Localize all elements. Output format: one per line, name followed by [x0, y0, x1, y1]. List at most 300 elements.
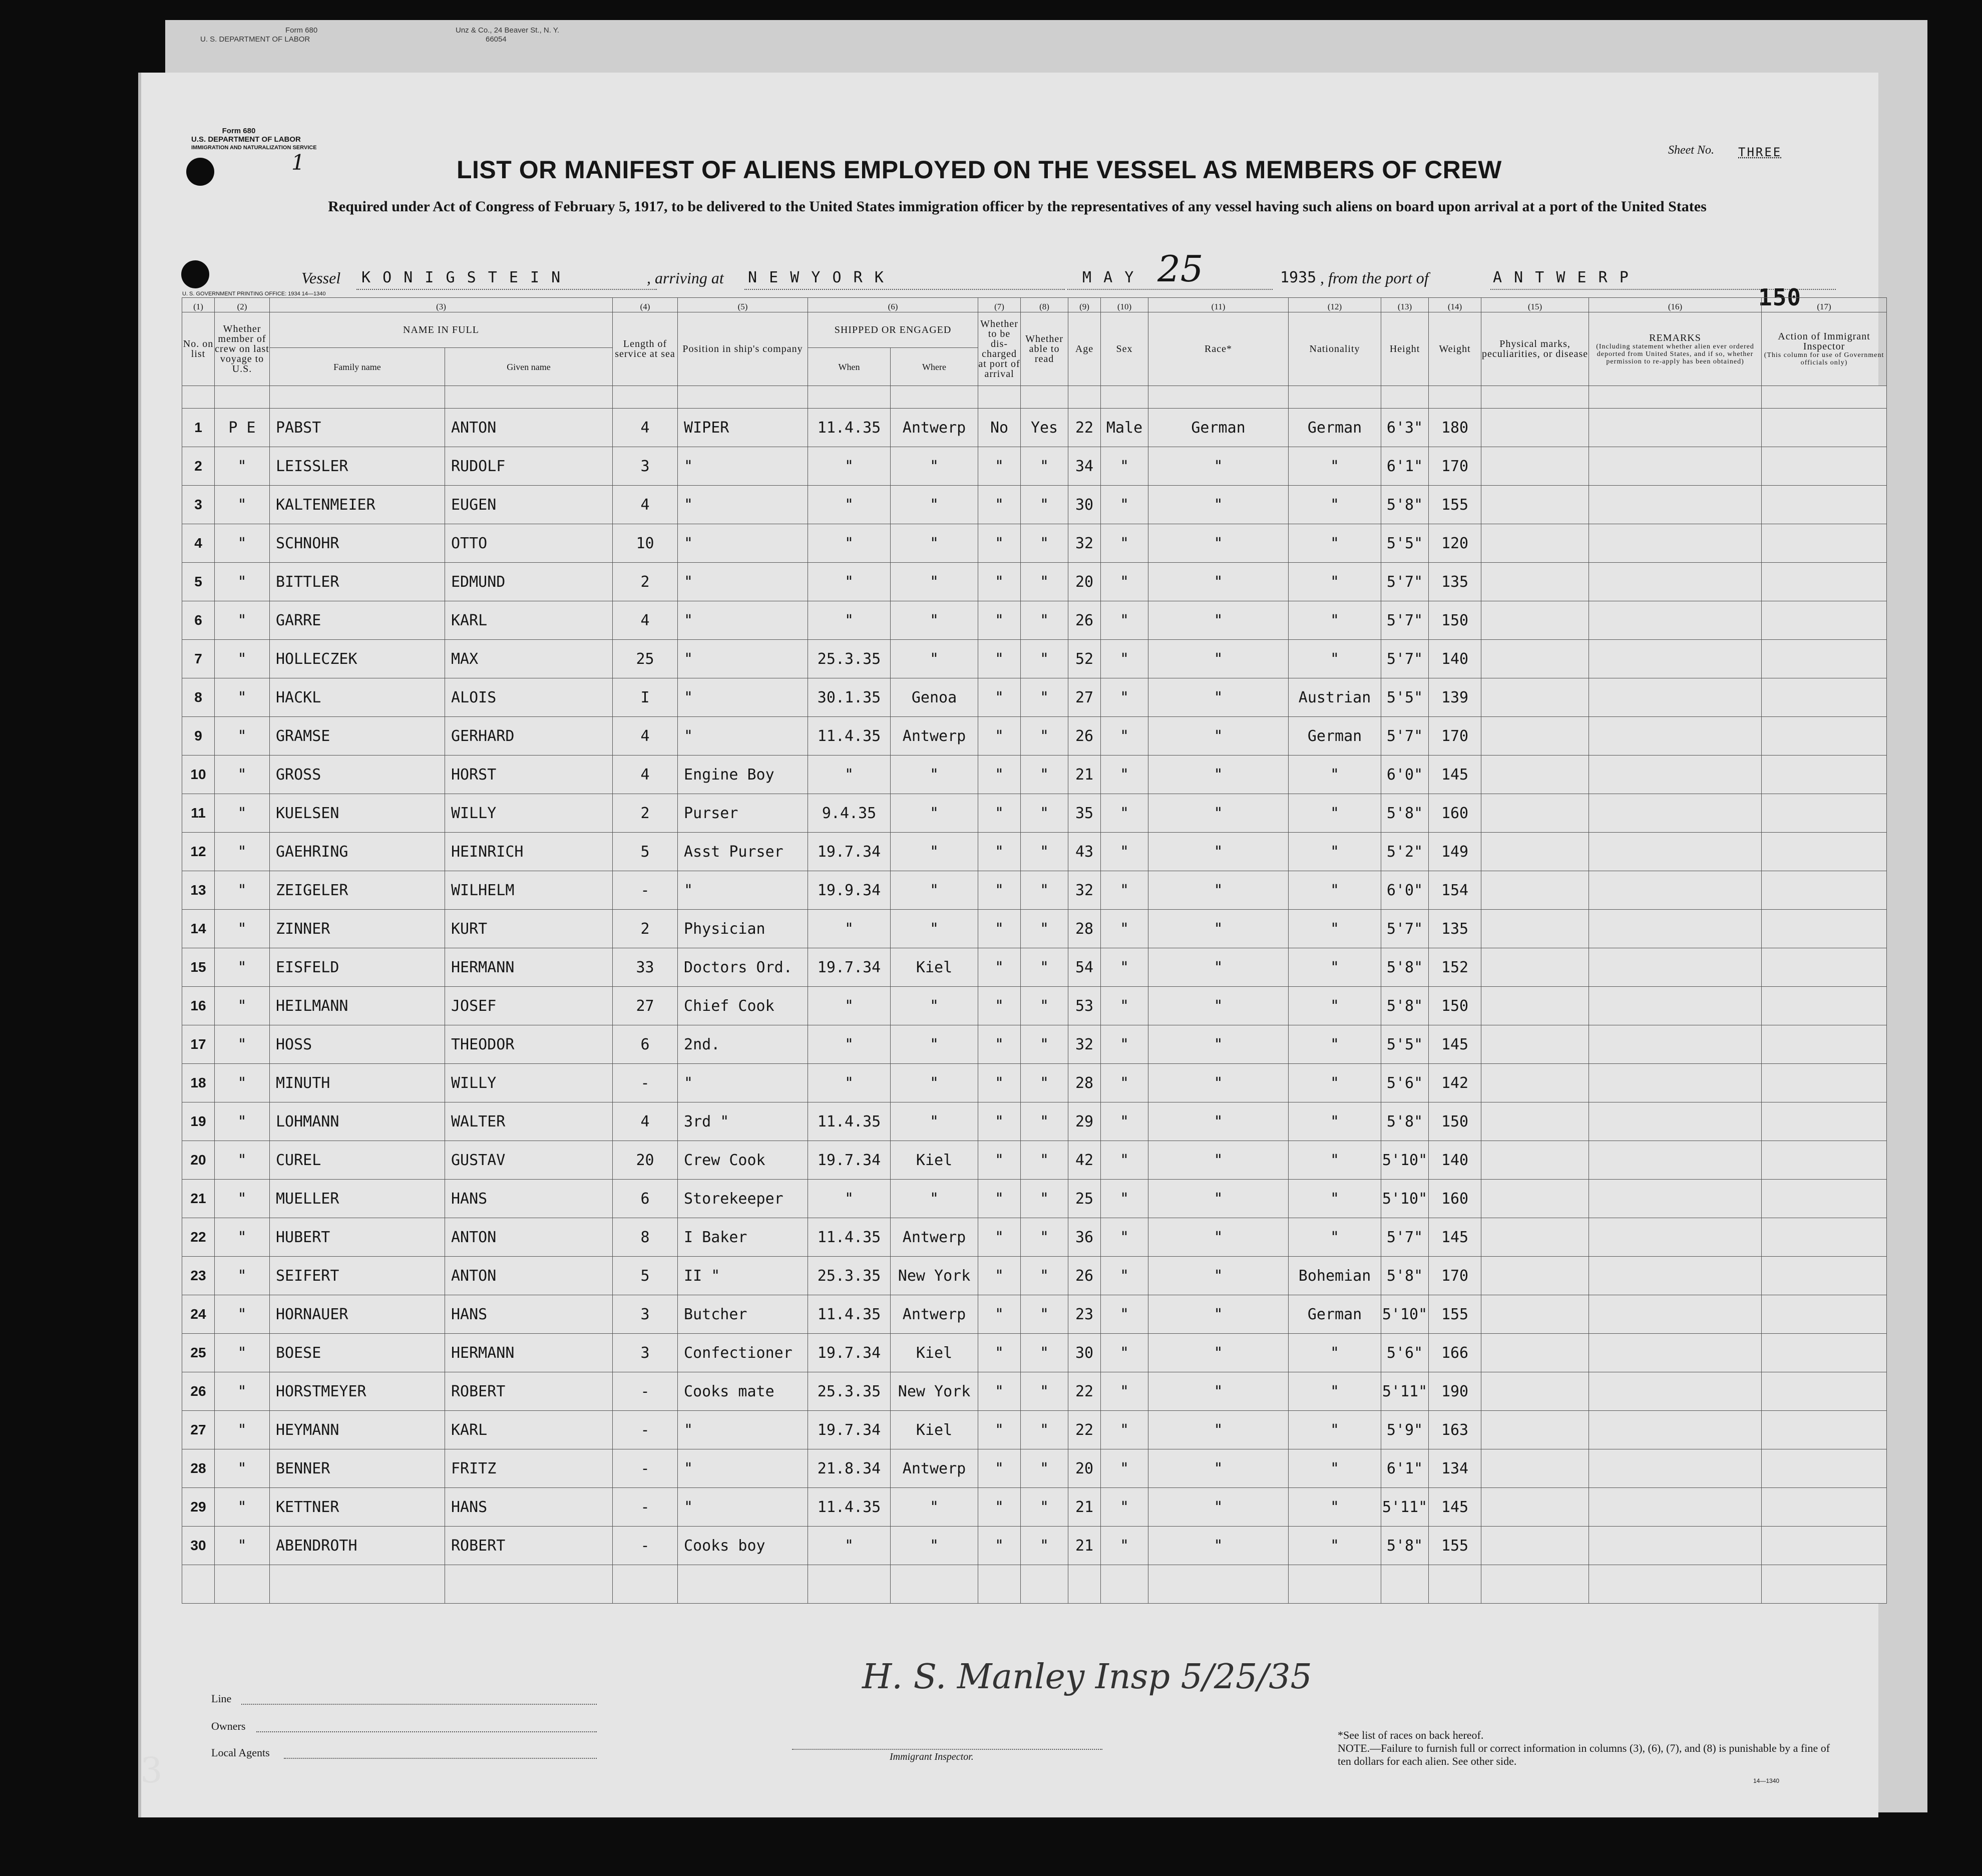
cell-family-name: KETTNER: [270, 1488, 445, 1527]
cell-shipped-when: ": [808, 910, 891, 948]
cell-family-name: ZINNER: [270, 910, 445, 948]
cell-shipped-when: ": [808, 524, 891, 563]
cell-length-of-service: -: [613, 1527, 678, 1565]
cell-race: ": [1148, 447, 1289, 486]
cell-race: ": [1148, 1180, 1289, 1218]
cell-discharged: ": [978, 447, 1021, 486]
cell-nationality: ": [1289, 1141, 1381, 1180]
cell-height: 5'6": [1381, 1064, 1429, 1102]
cell-shipped-where: Kiel: [891, 1334, 978, 1372]
cell-nationality: ": [1289, 524, 1381, 563]
cell-shipped-when: ": [808, 1025, 891, 1064]
cell-position: Cooks mate: [678, 1372, 808, 1411]
cell-age: 23: [1068, 1295, 1101, 1334]
cell-able-to-read: ": [1021, 640, 1068, 678]
cell-given-name: KURT: [445, 910, 613, 948]
cell-height: 6'0": [1381, 871, 1429, 910]
cell-race: ": [1148, 717, 1289, 756]
cell-weight: 150: [1429, 987, 1481, 1025]
cell-physical-marks: [1481, 1372, 1589, 1411]
cell-nationality: German: [1289, 1295, 1381, 1334]
cell-last-voyage-mark: ": [215, 756, 270, 794]
cell-physical-marks: [1481, 1180, 1589, 1218]
cell-inspector-action: [1762, 1527, 1887, 1565]
cell-family-name: HORNAUER: [270, 1295, 445, 1334]
cell-height: 5'7": [1381, 717, 1429, 756]
header-race: Race*: [1148, 312, 1289, 386]
cell-discharged: ": [978, 833, 1021, 871]
cell-row-number: 26: [182, 1372, 215, 1411]
cell-inspector-action: [1762, 1372, 1887, 1411]
cell-inspector-action: [1762, 1180, 1887, 1218]
cell-remarks: [1589, 1218, 1762, 1257]
cell-race: ": [1148, 1025, 1289, 1064]
cell-height: 5'5": [1381, 524, 1429, 563]
cell-remarks: [1589, 486, 1762, 524]
cell-race: ": [1148, 563, 1289, 601]
cell-given-name: KARL: [445, 1411, 613, 1449]
cell-remarks: [1589, 1411, 1762, 1449]
cell-shipped-where: ": [891, 1064, 978, 1102]
cell-last-voyage-mark: ": [215, 1141, 270, 1180]
cell-physical-marks: [1481, 910, 1589, 948]
crew-row: [182, 987, 1887, 1025]
cell-height: 5'11": [1381, 1372, 1429, 1411]
cell-shipped-when: 19.7.34: [808, 1141, 891, 1180]
cell-inspector-action: [1762, 1488, 1887, 1527]
cell-able-to-read: ": [1021, 563, 1068, 601]
cell-physical-marks: [1481, 524, 1589, 563]
cell-inspector-action: [1762, 1064, 1887, 1102]
header-when: When: [808, 348, 891, 386]
cell-shipped-when: 19.9.34: [808, 871, 891, 910]
cell-remarks: [1589, 910, 1762, 948]
cell-sex: ": [1101, 1295, 1148, 1334]
cell-physical-marks: [1481, 601, 1589, 640]
cell-remarks: [1589, 987, 1762, 1025]
cell-physical-marks: [1481, 871, 1589, 910]
cell-discharged: ": [978, 524, 1021, 563]
cell-discharged: ": [978, 910, 1021, 948]
cell-race: ": [1148, 1488, 1289, 1527]
cell-inspector-action: [1762, 524, 1887, 563]
header-length-service: Length of service at sea: [613, 312, 678, 386]
crew-row: [182, 447, 1887, 486]
cell-nationality: ": [1289, 833, 1381, 871]
cell-discharged: ": [978, 1411, 1021, 1449]
cell-row-number: 15: [182, 948, 215, 987]
cell-length-of-service: 20: [613, 1141, 678, 1180]
cell-length-of-service: -: [613, 1064, 678, 1102]
cell-shipped-where: Antwerp: [891, 1449, 978, 1488]
cell-age: 34: [1068, 447, 1101, 486]
cell-sex: ": [1101, 524, 1148, 563]
cell-remarks: [1589, 1334, 1762, 1372]
cell-position: ": [678, 678, 808, 717]
cell-family-name: HEILMANN: [270, 987, 445, 1025]
cell-age: 36: [1068, 1218, 1101, 1257]
cell-height: 6'1": [1381, 1449, 1429, 1488]
cell-shipped-when: 11.4.35: [808, 1218, 891, 1257]
cell-weight: 154: [1429, 871, 1481, 910]
cell-length-of-service: 3: [613, 1334, 678, 1372]
cell-age: 30: [1068, 1334, 1101, 1372]
cell-able-to-read: ": [1021, 1257, 1068, 1295]
cell-family-name: BOESE: [270, 1334, 445, 1372]
crew-row: [182, 948, 1887, 987]
cell-weight: 135: [1429, 910, 1481, 948]
header-family-name: Family name: [270, 348, 445, 386]
cell-nationality: ": [1289, 563, 1381, 601]
cell-discharged: ": [978, 1218, 1021, 1257]
cell-shipped-when: 19.7.34: [808, 833, 891, 871]
cell-row-number: 3: [182, 486, 215, 524]
cell-given-name: EUGEN: [445, 486, 613, 524]
cell-nationality: ": [1289, 910, 1381, 948]
cell-able-to-read: ": [1021, 1372, 1068, 1411]
cell-discharged: ": [978, 1064, 1021, 1102]
cell-last-voyage-mark: ": [215, 1295, 270, 1334]
cell-length-of-service: -: [613, 871, 678, 910]
cell-given-name: GERHARD: [445, 717, 613, 756]
cell-row-number: 6: [182, 601, 215, 640]
cell-last-voyage-mark: ": [215, 640, 270, 678]
cell-row-number: 5: [182, 563, 215, 601]
cell-able-to-read: ": [1021, 1411, 1068, 1449]
form-service: IMMIGRATION AND NATURALIZATION SERVICE: [191, 145, 317, 151]
cell-row-number: 12: [182, 833, 215, 871]
header-action-note: (This column for use of Government officials only): [1764, 351, 1884, 366]
cell-discharged: ": [978, 640, 1021, 678]
cell-family-name: HEYMANN: [270, 1411, 445, 1449]
cell-inspector-action: [1762, 1218, 1887, 1257]
cell-shipped-when: ": [808, 1527, 891, 1565]
cell-position: Storekeeper: [678, 1180, 808, 1218]
cell-length-of-service: 33: [613, 948, 678, 987]
cell-remarks: [1589, 678, 1762, 717]
cell-able-to-read: ": [1021, 524, 1068, 563]
cell-length-of-service: -: [613, 1449, 678, 1488]
cell-inspector-action: [1762, 987, 1887, 1025]
cell-physical-marks: [1481, 1334, 1589, 1372]
cell-nationality: ": [1289, 794, 1381, 833]
cell-shipped-when: 9.4.35: [808, 794, 891, 833]
cell-able-to-read: ": [1021, 1527, 1068, 1565]
cell-weight: 170: [1429, 447, 1481, 486]
cell-remarks: [1589, 1064, 1762, 1102]
crew-row: [182, 1372, 1887, 1411]
cell-age: 20: [1068, 563, 1101, 601]
cell-age: 22: [1068, 1372, 1101, 1411]
cell-last-voyage-mark: ": [215, 1372, 270, 1411]
cell-family-name: ZEIGELER: [270, 871, 445, 910]
cell-discharged: ": [978, 756, 1021, 794]
cell-sex: ": [1101, 447, 1148, 486]
cell-last-voyage-mark: ": [215, 678, 270, 717]
cell-sex: ": [1101, 1257, 1148, 1295]
cell-remarks: [1589, 1180, 1762, 1218]
cell-last-voyage-mark: ": [215, 1025, 270, 1064]
cell-nationality: ": [1289, 601, 1381, 640]
cell-weight: 152: [1429, 948, 1481, 987]
cell-age: 26: [1068, 601, 1101, 640]
cell-race: ": [1148, 1372, 1289, 1411]
col-number: (11): [1148, 298, 1289, 312]
cell-discharged: ": [978, 486, 1021, 524]
cell-sex: ": [1101, 563, 1148, 601]
cell-shipped-where: ": [891, 640, 978, 678]
cell-height: 6'1": [1381, 447, 1429, 486]
cell-position: Physician: [678, 910, 808, 948]
header-physical-marks: Physical marks, peculiarities, or disease: [1481, 312, 1589, 386]
cell-nationality: ": [1289, 640, 1381, 678]
cell-row-number: 16: [182, 987, 215, 1025]
header-remarks: [1589, 312, 1762, 386]
cell-given-name: HEINRICH: [445, 833, 613, 871]
cell-shipped-where: ": [891, 524, 978, 563]
cell-able-to-read: ": [1021, 1141, 1068, 1180]
cell-shipped-when: 11.4.35: [808, 717, 891, 756]
cell-shipped-when: 30.1.35: [808, 678, 891, 717]
col-number: (10): [1101, 298, 1148, 312]
cell-nationality: German: [1289, 717, 1381, 756]
cell-height: 5'5": [1381, 1025, 1429, 1064]
cell-remarks: [1589, 524, 1762, 563]
cell-given-name: JOSEF: [445, 987, 613, 1025]
cell-weight: 160: [1429, 1180, 1481, 1218]
cell-weight: 190: [1429, 1372, 1481, 1411]
cell-race: ": [1148, 871, 1289, 910]
cell-length-of-service: 4: [613, 486, 678, 524]
cell-position: ": [678, 447, 808, 486]
cell-age: 32: [1068, 1025, 1101, 1064]
cell-inspector-action: [1762, 833, 1887, 871]
cell-nationality: ": [1289, 1180, 1381, 1218]
cell-given-name: MAX: [445, 640, 613, 678]
cell-position: ": [678, 1449, 808, 1488]
page-subtitle: Required under Act of Congress of February 5, 1917, to be delivered to the United States immigration officer by the representatives of any vessel having such aliens on board upon arrival at a port of the United States: [328, 198, 1707, 215]
cell-family-name: MUELLER: [270, 1180, 445, 1218]
cell-position: WIPER: [678, 409, 808, 447]
cell-row-number: 4: [182, 524, 215, 563]
cell-weight: 140: [1429, 1141, 1481, 1180]
cell-remarks: [1589, 1141, 1762, 1180]
cell-sex: ": [1101, 601, 1148, 640]
cell-able-to-read: ": [1021, 601, 1068, 640]
cell-family-name: CUREL: [270, 1141, 445, 1180]
header-position: Position in ship's company: [678, 312, 808, 386]
cell-race: ": [1148, 794, 1289, 833]
cell-last-voyage-mark: ": [215, 1527, 270, 1565]
cell-physical-marks: [1481, 563, 1589, 601]
cell-sex: ": [1101, 1180, 1148, 1218]
sheet-number-value: THREE: [1738, 145, 1782, 159]
cell-last-voyage-mark: ": [215, 910, 270, 948]
cell-shipped-when: ": [808, 1180, 891, 1218]
cell-age: 21: [1068, 1488, 1101, 1527]
cell-given-name: RUDOLF: [445, 447, 613, 486]
cell-shipped-when: 11.4.35: [808, 1295, 891, 1334]
cell-row-number: 25: [182, 1334, 215, 1372]
cell-given-name: ROBERT: [445, 1527, 613, 1565]
back-form-department: U. S. DEPARTMENT OF LABOR: [200, 35, 310, 44]
column-number-row: [182, 298, 1887, 312]
cell-shipped-where: ": [891, 910, 978, 948]
cell-physical-marks: [1481, 447, 1589, 486]
cell-shipped-where: Antwerp: [891, 1295, 978, 1334]
header-sex: Sex: [1101, 312, 1148, 386]
cell-height: 5'7": [1381, 1218, 1429, 1257]
cell-length-of-service: 8: [613, 1218, 678, 1257]
cell-inspector-action: [1762, 1334, 1887, 1372]
cell-inspector-action: [1762, 910, 1887, 948]
crew-row: [182, 1488, 1887, 1527]
cell-able-to-read: ": [1021, 1064, 1068, 1102]
cell-inspector-action: [1762, 409, 1887, 447]
cell-row-number: 27: [182, 1411, 215, 1449]
cell-physical-marks: [1481, 1218, 1589, 1257]
cell-shipped-where: Antwerp: [891, 717, 978, 756]
punch-hole: [186, 158, 214, 186]
cell-given-name: HORST: [445, 756, 613, 794]
cell-last-voyage-mark: ": [215, 794, 270, 833]
cell-last-voyage-mark: ": [215, 1064, 270, 1102]
cell-age: 35: [1068, 794, 1101, 833]
cell-position: Chief Cook: [678, 987, 808, 1025]
cell-remarks: [1589, 756, 1762, 794]
cell-weight: 155: [1429, 1295, 1481, 1334]
cell-nationality: ": [1289, 1025, 1381, 1064]
origin-port: A N T W E R P: [1493, 269, 1630, 286]
cell-given-name: ANTON: [445, 409, 613, 447]
cell-family-name: SCHNOHR: [270, 524, 445, 563]
cell-able-to-read: ": [1021, 1334, 1068, 1372]
cell-age: 20: [1068, 1449, 1101, 1488]
cell-sex: ": [1101, 756, 1148, 794]
cell-remarks: [1589, 948, 1762, 987]
cell-inspector-action: [1762, 756, 1887, 794]
page-title: LIST OR MANIFEST OF ALIENS EMPLOYED ON THE VESSEL AS MEMBERS OF CREW: [457, 156, 1502, 184]
back-form-printer-code: 66054: [486, 35, 507, 44]
cell-position: ": [678, 524, 808, 563]
cell-shipped-where: ": [891, 833, 978, 871]
cell-inspector-action: [1762, 563, 1887, 601]
cell-position: ": [678, 871, 808, 910]
cell-able-to-read: ": [1021, 756, 1068, 794]
cell-able-to-read: ": [1021, 987, 1068, 1025]
crew-row: [182, 1295, 1887, 1334]
cell-position: II ": [678, 1257, 808, 1295]
cell-family-name: HOLLECZEK: [270, 640, 445, 678]
cell-sex: ": [1101, 910, 1148, 948]
cell-shipped-when: ": [808, 563, 891, 601]
cell-weight: 166: [1429, 1334, 1481, 1372]
header-weight: Weight: [1429, 312, 1481, 386]
cell-remarks: [1589, 1488, 1762, 1527]
col-number: (7): [978, 298, 1021, 312]
cell-shipped-where: ": [891, 1102, 978, 1141]
cell-weight: 170: [1429, 717, 1481, 756]
cell-nationality: ": [1289, 948, 1381, 987]
cell-age: 43: [1068, 833, 1101, 871]
crew-row: [182, 601, 1887, 640]
cell-physical-marks: [1481, 717, 1589, 756]
cell-height: 5'9": [1381, 1411, 1429, 1449]
cell-family-name: LEISSLER: [270, 447, 445, 486]
margin-number: 3: [140, 1750, 163, 1791]
cell-physical-marks: [1481, 1102, 1589, 1141]
cell-race: ": [1148, 1295, 1289, 1334]
cell-race: ": [1148, 1334, 1289, 1372]
cell-age: 22: [1068, 409, 1101, 447]
cell-length-of-service: 3: [613, 447, 678, 486]
cell-row-number: 13: [182, 871, 215, 910]
cell-sex: ": [1101, 1449, 1148, 1488]
cell-weight: 180: [1429, 409, 1481, 447]
arrival-port: N E W Y O R K: [748, 269, 885, 286]
cell-row-number: 29: [182, 1488, 215, 1527]
cell-discharged: ": [978, 1334, 1021, 1372]
crew-rows: [182, 386, 1887, 1604]
cell-shipped-when: 21.8.34: [808, 1449, 891, 1488]
cell-last-voyage-mark: ": [215, 524, 270, 563]
cell-weight: 120: [1429, 524, 1481, 563]
cell-weight: 142: [1429, 1064, 1481, 1102]
cell-remarks: [1589, 1102, 1762, 1141]
cell-weight: 140: [1429, 640, 1481, 678]
cell-row-number: 1: [182, 409, 215, 447]
cell-weight: 155: [1429, 486, 1481, 524]
cell-last-voyage-mark: ": [215, 987, 270, 1025]
cell-race: ": [1148, 1141, 1289, 1180]
cell-shipped-when: 25.3.35: [808, 640, 891, 678]
cell-row-number: 2: [182, 447, 215, 486]
cell-length-of-service: -: [613, 1372, 678, 1411]
cell-last-voyage-mark: ": [215, 1488, 270, 1527]
header-discharged: Whether to be dis-charged at port of arrival: [978, 312, 1021, 386]
cell-discharged: ": [978, 563, 1021, 601]
cell-physical-marks: [1481, 756, 1589, 794]
cell-physical-marks: [1481, 1295, 1589, 1334]
crew-manifest-table: [182, 297, 1887, 1604]
cell-row-number: 21: [182, 1180, 215, 1218]
cell-nationality: ": [1289, 1334, 1381, 1372]
col-number: (2): [215, 298, 270, 312]
header-age: Age: [1068, 312, 1101, 386]
cell-shipped-where: ": [891, 794, 978, 833]
cell-discharged: ": [978, 1180, 1021, 1218]
vessel-label: Vessel: [301, 269, 341, 287]
cell-shipped-where: Genoa: [891, 678, 978, 717]
cell-inspector-action: [1762, 1449, 1887, 1488]
cell-position: ": [678, 486, 808, 524]
cell-height: 5'6": [1381, 1334, 1429, 1372]
cell-row-number: 23: [182, 1257, 215, 1295]
blank-row: [182, 386, 1887, 409]
cell-physical-marks: [1481, 1141, 1589, 1180]
col-number: (9): [1068, 298, 1101, 312]
cell-length-of-service: 4: [613, 756, 678, 794]
cell-nationality: German: [1289, 409, 1381, 447]
cell-row-number: 19: [182, 1102, 215, 1141]
cell-nationality: ": [1289, 987, 1381, 1025]
from-port-label: , from the port of: [1320, 269, 1429, 287]
cell-last-voyage-mark: ": [215, 1102, 270, 1141]
cell-inspector-action: [1762, 948, 1887, 987]
cell-given-name: WILLY: [445, 1064, 613, 1102]
cell-height: 5'11": [1381, 1488, 1429, 1527]
cell-physical-marks: [1481, 987, 1589, 1025]
